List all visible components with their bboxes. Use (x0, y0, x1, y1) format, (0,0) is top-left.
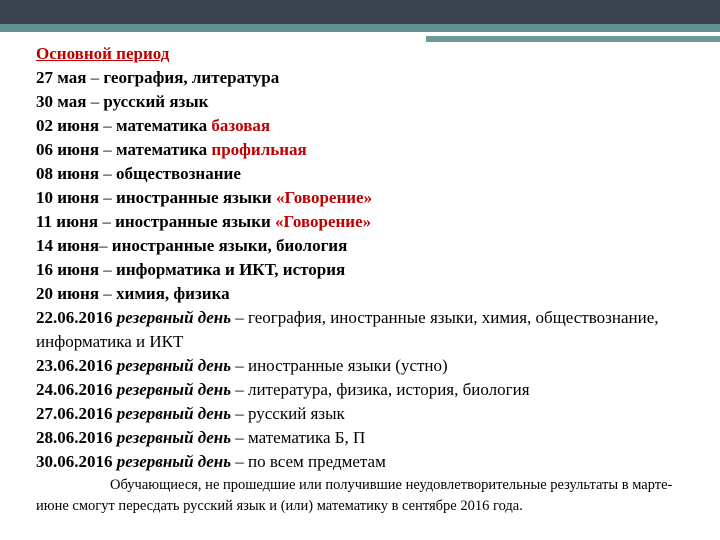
schedule-line (36, 186, 706, 210)
schedule-line (36, 162, 706, 186)
reserve-date: 27.06.2016 (36, 404, 117, 423)
exam-subjects: иностранные языки, биология (111, 236, 348, 255)
separator: – (230, 452, 248, 471)
reserve-subjects: литература, физика, история, биология (247, 380, 530, 399)
exam-date: 16 июня (36, 260, 100, 279)
exam-subjects: география, литература (103, 68, 280, 87)
exam-subjects: иностранные языки (115, 212, 276, 231)
reserve-date: 22.06.2016 (36, 308, 117, 327)
exam-date: 14 июня (36, 236, 100, 255)
exam-date: 30 мая (36, 92, 87, 111)
schedule-line (36, 66, 706, 90)
schedule-line (36, 282, 706, 306)
reserve-label: резервный день (116, 428, 231, 447)
reserve-subjects: география, иностранные языки, химия, обществознание, информатика и ИКТ (36, 308, 659, 351)
exam-subjects: русский язык (103, 92, 209, 111)
exam-part-accent: «Говорение» (275, 188, 373, 207)
exam-subjects: иностранные языки (116, 188, 276, 207)
schedule-line (36, 138, 706, 162)
exam-subjects: обществознание (116, 164, 241, 183)
exam-part-accent: «Говорение» (275, 212, 372, 231)
reserve-line (36, 378, 706, 402)
separator: – (86, 68, 104, 87)
exam-date: 20 июня (36, 284, 100, 303)
exam-subjects: химия, физика (116, 284, 230, 303)
schedule-content (36, 42, 706, 517)
retake-note: Обучающиеся, не прошедшие или получившие неудовлетворительные результаты в марте-июне смогут пересдать русский язык и (или) математику в сентябре 2016 года. (36, 477, 673, 514)
reserve-line (36, 450, 706, 474)
reserve-subjects: русский язык (247, 404, 345, 423)
separator: – (99, 236, 112, 255)
header-bar-accent (0, 24, 720, 32)
reserve-date: 23.06.2016 (36, 356, 117, 375)
reserve-label: резервный день (116, 380, 231, 399)
separator: – (230, 404, 248, 423)
reserve-line (36, 402, 706, 426)
reserve-subjects: иностранные языки (устно) (247, 356, 448, 375)
reserve-date: 24.06.2016 (36, 380, 117, 399)
exam-subjects: информатика и ИКТ, история (116, 260, 346, 279)
separator: – (230, 356, 248, 375)
separator: – (230, 380, 248, 399)
separator: – (99, 284, 117, 303)
reserve-date: 28.06.2016 (36, 428, 117, 447)
reserve-subjects: по всем предметам (247, 452, 386, 471)
reserve-line (36, 426, 706, 450)
reserve-label: резервный день (116, 356, 231, 375)
schedule-line (36, 258, 706, 282)
schedule-line (36, 210, 706, 234)
separator: – (99, 116, 117, 135)
exam-date: 10 июня (36, 188, 100, 207)
exam-level-accent: профильная (211, 140, 307, 159)
reserve-label: резервный день (116, 452, 231, 471)
separator: – (99, 188, 117, 207)
exam-date: 11 июня (36, 212, 99, 231)
schedule-line (36, 234, 706, 258)
exam-date: 08 июня (36, 164, 100, 183)
exam-level-accent: базовая (211, 116, 271, 135)
separator: – (86, 92, 104, 111)
exam-date: 27 мая (36, 68, 87, 87)
separator: – (230, 308, 248, 327)
separator: – (99, 164, 117, 183)
schedule-line (36, 114, 706, 138)
separator: – (230, 428, 248, 447)
exam-subjects: математика (116, 116, 212, 135)
reserve-subjects: математика Б, П (247, 428, 366, 447)
exam-date: 02 июня (36, 116, 100, 135)
reserve-line (36, 354, 706, 378)
separator: – (99, 140, 117, 159)
exam-subjects: математика (116, 140, 212, 159)
exam-date: 06 июня (36, 140, 100, 159)
schedule-line (36, 90, 706, 114)
reserve-label: резервный день (116, 404, 231, 423)
reserve-line (36, 306, 706, 354)
section-heading: Основной период (36, 44, 170, 63)
header-bar-dark (0, 0, 720, 24)
reserve-label: резервный день (116, 308, 231, 327)
separator: – (98, 212, 116, 231)
reserve-date: 30.06.2016 (36, 452, 117, 471)
separator: – (99, 260, 117, 279)
